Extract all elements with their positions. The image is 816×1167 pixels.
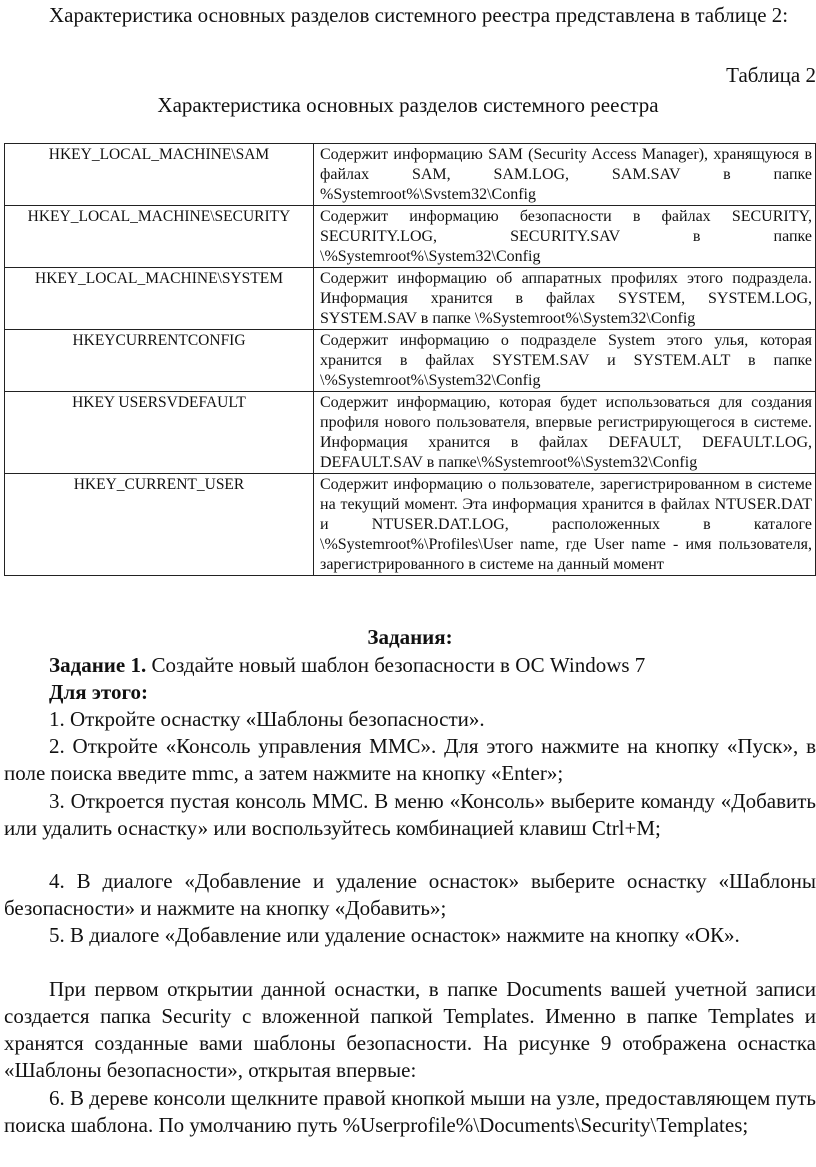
registry-description-cell: Содержит информацию, которая будет использоваться для создания профиля нового пользователя, впервые регистрирующегося в системе. Информация хранится в файлах DEFAULT, DEFAULT.LOG, DEFAULT.SAV в папке\%Systemroot%\System32\Config [314, 392, 816, 474]
step-1: 1. Откройте оснастку «Шаблоны безопасности». [49, 707, 485, 731]
registry-key-cell: HKEY_LOCAL_MACHINE\SAM [5, 144, 314, 206]
registry-description-cell: Содержит информацию об аппаратных профилях этого подраздела. Информация хранится в файлах SYSTEM, SYSTEM.LOG, SYSTEM.SAV в папке \%Systemroot%\System32\Config [314, 268, 816, 330]
registry-table [4, 143, 816, 576]
step-4: 4. В диалоге «Добавление и удаление оснасток» выберите оснастку «Шаблоны безопасности» и нажмите на кнопку «Добавить»; [4, 869, 816, 920]
registry-description-cell: Содержит информацию безопасности в файлах SECURITY, SECURITY.LOG, SECURITY.SAV в папке \%Systemroot%\System32\Config [314, 206, 816, 268]
step-6: 6. В дереве консоли щелкните правой кнопкой мыши на узле, предоставляющем путь поиска шаблона. По умолчанию путь %Userprofile%\Documents\Security\Templates; [4, 1086, 816, 1137]
registry-key-cell: HKEY_CURRENT_USER [5, 474, 314, 576]
step-3: 3. Откроется пустая консоль ММС. В меню «Консоль» выберите команду «Добавить или удалить оснастку» или воспользуйтесь комбинацией клавиш Ctrl+M; [4, 789, 816, 840]
registry-key-cell: HKEYCURRENTCONFIG [5, 330, 314, 392]
table-label: Таблица 2 [726, 63, 816, 87]
body-paragraph: При первом открытии данной оснастки, в папке Documents вашей учетной записи создается папка Security с вложенной папкой Templates. Именно в папке Templates и хранятся созданные вами шаблоны безопасности. На рисунке 9 отображена оснастка «Шаблоны безопасности», открытая впервые: [4, 977, 816, 1082]
table-row [5, 268, 816, 330]
for-this-label: Для этого: [49, 680, 148, 704]
registry-description-cell: Содержит информацию о пользователе, зарегистрированном в системе на текущий момент. Эта информация хранится в файлах NTUSER.DAT и NTUSER.DAT.LOG, расположенных в каталоге \%Systemroot%\Profiles\User name, где User name - имя пользователя, зарегистрированного в системе на данный момент [314, 474, 816, 576]
table-row [5, 392, 816, 474]
table-row [5, 474, 816, 576]
step-2: 2. Откройте «Консоль управления ММС». Для этого нажмите на кнопку «Пуск», в поле поиска введите mmc, а затем нажмите на кнопку «Enter»; [4, 734, 816, 785]
registry-key-cell: HKEY_LOCAL_MACHINE\SYSTEM [5, 268, 314, 330]
step-5: 5. В диалоге «Добавление или удаление оснасток» нажмите на кнопку «ОК». [49, 923, 740, 947]
table-row [5, 330, 816, 392]
task1-line [49, 652, 816, 679]
table-row [5, 144, 816, 206]
registry-description-cell: Содержит информацию о подразделе System этого улья, которая хранится в файлах SYSTEM.SAV и SYSTEM.ALT в папке \%Systemroot%\System32\Config [314, 330, 816, 392]
registry-description-cell: Содержит информацию SAM (Security Access Manager), хранящуюся в файлах SAM, SAM.LOG, SAM.SAV в папке %Systemroot%\Svstem32\Config [314, 144, 816, 206]
registry-key-cell: HKEY USERSVDEFAULT [5, 392, 314, 474]
intro-paragraph: Характеристика основных разделов системного реестра представлена в таблице 2: [49, 3, 789, 27]
task1-text: Создайте новый шаблон безопасности в ОС Windows 7 [146, 653, 646, 677]
table-row [5, 206, 816, 268]
table-title: Характеристика основных разделов системного реестра [157, 93, 659, 117]
tasks-heading: Задания: [367, 625, 453, 649]
task1-label: Задание 1. [49, 653, 147, 677]
registry-key-cell: HKEY_LOCAL_MACHINE\SECURITY [5, 206, 314, 268]
